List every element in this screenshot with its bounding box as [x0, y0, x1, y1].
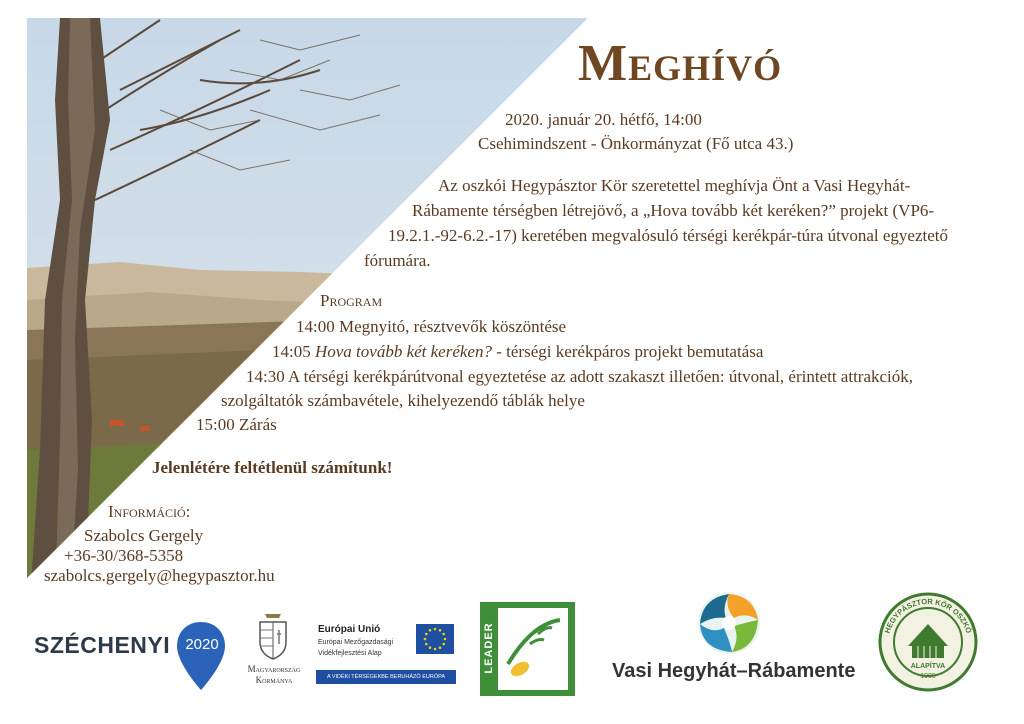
coat-of-arms-icon [257, 614, 289, 660]
szechenyi-logo: SZÉCHENYI 2020 [30, 620, 230, 700]
svg-text:HEGYPÁSZTOR KÖR OSZKÓ: HEGYPÁSZTOR KÖR OSZKÓ [882, 596, 974, 635]
intro-line-4: fórumára. [364, 251, 431, 270]
government-logo: Magyarország Kormánya [232, 614, 312, 714]
eu-stars-icon [416, 624, 454, 654]
eu-logo: Európai Unió Európai Mezőgazdasági Vidékfejlesztési Alap A VIDÉKI TÉRSÉGEKBE BERUHÁZÓ EURÓPA [316, 622, 458, 688]
program-item: 14:00 Megnyitó, résztvevők köszöntése [296, 317, 567, 336]
hegypasztor-seal: HEGYPÁSZTOR KÖR OSZKÓ ALAPÍTVA 1985 [878, 592, 978, 692]
program-item: 14:05 Hova tovább két keréken? - térségi kerékpáros projekt bemutatása [272, 342, 764, 361]
leader-emblem-icon [502, 614, 564, 686]
szechenyi-pin-icon [175, 620, 227, 692]
sponsor-logos [0, 590, 1024, 724]
event-location: Csehimindszent - Önkormányzat (Fő utca 43.) [478, 134, 794, 153]
program-item: 14:30 A térségi kerékpárútvonal egyeztetése az adott szakaszt illetően: útvonal, érintett attrakciók, [246, 367, 914, 386]
eu-flag [416, 624, 454, 654]
program-item-continued: szolgáltatók számbavétele, kihelyezendő táblák helye [221, 391, 585, 410]
info-email[interactable]: szabolcs.gergely@hegypasztor.hu [44, 566, 275, 585]
program-item: 15:00 Zárás [196, 415, 277, 434]
info-name: Szabolcs Gergely [84, 526, 204, 545]
info-heading: Információ: [108, 502, 191, 521]
closing-note: Jelenlétére feltétlenül számítunk! [152, 458, 393, 477]
vasi-hegyhat-logo: Vasi Hegyhát–Rábamente [612, 590, 852, 690]
info-phone: +36-30/368-5358 [64, 546, 184, 565]
intro-line-1: Az oszkói Hegypásztor Kör szeretettel meghívja Önt a Vasi Hegyhát- [438, 176, 911, 195]
intro-line-3: 19.2.1.-92-6.2.-17) keretében megvalósuló térségi kerékpár-túra útvonal egyeztető [388, 226, 948, 245]
leader-logo: LEADER [480, 602, 575, 696]
event-datetime: 2020. január 20. hétfő, 14:00 [505, 110, 702, 129]
page-title: Meghívó [578, 35, 783, 92]
program-heading: Program [320, 291, 383, 310]
spiral-emblem-icon [694, 590, 764, 656]
intro-line-2: Rábamente térségben létrejövő, a „Hova tovább két keréken?” projekt (VP6- [412, 201, 935, 220]
